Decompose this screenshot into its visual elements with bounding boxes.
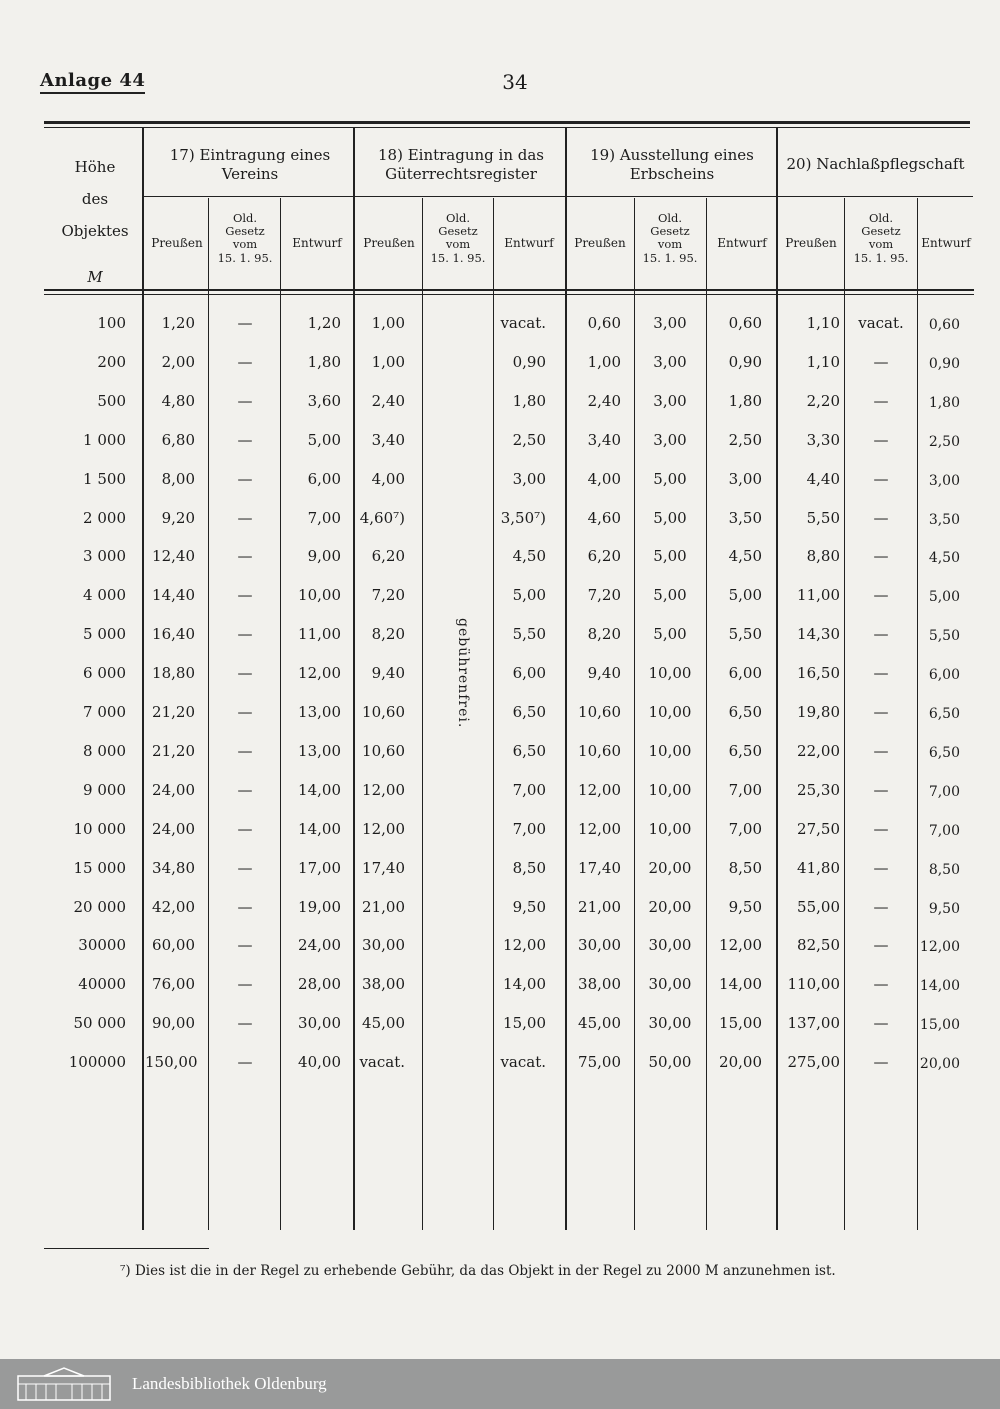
g19-preussen-header: Preußen	[574, 236, 626, 250]
library-name: Landesbibliothek Oldenburg	[132, 1374, 327, 1393]
row-amount: 8 000	[83, 742, 126, 760]
footnote: ⁷) Dies ist die in der Regel zu erhebende Gebühr, da das Objekt in der Regel zu 2000 M anzunehmen ist.	[120, 1263, 836, 1279]
g19-cell: 6,50	[728, 742, 762, 760]
g19-cell: 9,50	[728, 898, 762, 916]
g19-old-header-2: Gesetz	[650, 224, 690, 238]
group-18-title-line1: 18) Eintragung in das	[377, 146, 545, 164]
g18-cell: 5,50	[512, 625, 546, 643]
g19-cell: 10,00	[648, 820, 692, 838]
row-header-objektes: Objektes	[61, 222, 129, 240]
g20-cell: 137,00	[787, 1014, 840, 1032]
g20-cell: —	[873, 509, 889, 527]
g19-cell: 15,00	[719, 1014, 762, 1032]
g18-cell: 8,20	[371, 625, 405, 643]
g19-cell: 3,00	[653, 314, 687, 332]
g19-cell: 5,00	[653, 470, 687, 488]
g17-cell: —	[237, 820, 253, 838]
header-bottom-rule-thin	[44, 294, 974, 295]
g19-cell: 7,00	[728, 820, 762, 838]
group-18-title-line2: Güterrechtsregister	[385, 165, 537, 183]
row-amount: 30000	[78, 936, 126, 954]
g17-cell: —	[237, 547, 253, 565]
library-building-icon	[14, 1366, 114, 1402]
row-amount: 15 000	[73, 859, 126, 877]
g18-cell: 45,00	[362, 1014, 405, 1032]
g19-cell: 0,60	[587, 314, 621, 332]
g20-cell: 20,00	[919, 1056, 960, 1072]
g17-cell: 60,00	[152, 936, 195, 954]
g17-cell: 2,00	[161, 353, 195, 371]
g19-cell: 2,40	[587, 392, 621, 410]
g17-cell: 6,00	[307, 470, 341, 488]
g19-cell: 6,20	[587, 547, 621, 565]
g17-cell: —	[237, 703, 253, 721]
g17-cell: —	[237, 625, 253, 643]
g18-cell: 1,00	[371, 353, 405, 371]
g17-cell: 24,00	[152, 781, 195, 799]
g19-cell: 8,50	[728, 859, 762, 877]
g17-cell: —	[237, 936, 253, 954]
g17-cell: —	[237, 975, 253, 993]
g18-cell: 8,50	[512, 859, 546, 877]
g18-cell: 2,40	[371, 392, 405, 410]
g20-cell: 2,20	[806, 392, 840, 410]
g18-cell: 4,60⁷)	[359, 509, 405, 527]
g19-cell: 3,00	[728, 470, 762, 488]
annex-label: Anlage 44	[40, 70, 145, 94]
g17-cell: 5,00	[307, 431, 341, 449]
g20-cell: —	[873, 664, 889, 682]
g17-cell: 13,00	[298, 703, 341, 721]
g19-cell: 9,40	[587, 664, 621, 682]
g20-cell: 5,50	[806, 509, 840, 527]
g20-cell: 110,00	[787, 975, 840, 993]
g18-cell: 9,50	[512, 898, 546, 916]
g17-cell: —	[237, 1053, 253, 1071]
group-header-rule	[143, 196, 973, 197]
g19-cell: 5,00	[653, 509, 687, 527]
g18-cell: 14,00	[503, 975, 546, 993]
g18-old-header-1: Old.	[445, 211, 471, 225]
g20-cell: —	[873, 470, 889, 488]
g20-cell: 275,00	[787, 1053, 840, 1071]
g20-cell: —	[873, 859, 889, 877]
g17-cell: 10,00	[298, 586, 341, 604]
row-amount: 2 000	[83, 509, 126, 527]
g17-cell: 6,80	[161, 431, 195, 449]
g17-cell: —	[237, 470, 253, 488]
g18-old-header-4: 15. 1. 95.	[430, 251, 486, 265]
g20-cell: 5,00	[928, 589, 960, 605]
g19-cell: 0,60	[728, 314, 762, 332]
g20-cell: 6,50	[928, 706, 960, 722]
g19-cell: 3,40	[587, 431, 621, 449]
g17-cell: 17,00	[298, 859, 341, 877]
g17-cell: 24,00	[152, 820, 195, 838]
row-amount: 4 000	[83, 586, 126, 604]
g17-cell: 34,80	[152, 859, 195, 877]
g20-cell: 16,50	[797, 664, 840, 682]
g17-cell: —	[237, 509, 253, 527]
g20-cell: 1,10	[806, 353, 840, 371]
g20-cell: —	[873, 392, 889, 410]
g17-cell: 90,00	[152, 1014, 195, 1032]
g18-cell: 3,50⁷)	[500, 509, 546, 527]
gebuehrenfrei-note: gebührenfrei.	[455, 618, 471, 729]
g18-entwurf-header: Entwurf	[504, 236, 554, 250]
g17-cell: —	[237, 353, 253, 371]
g20-cell: 14,30	[797, 625, 840, 643]
g19-cell: 14,00	[719, 975, 762, 993]
g20-cell: 5,50	[928, 628, 960, 644]
g20-cell: 8,80	[806, 547, 840, 565]
g18-cell: 5,00	[512, 586, 546, 604]
g18-cell: 6,50	[512, 703, 546, 721]
g18-cell: 3,40	[371, 431, 405, 449]
g19-cell: 0,90	[728, 353, 762, 371]
g19-cell: 10,00	[648, 664, 692, 682]
g19-old-header-3: vom	[657, 237, 683, 251]
g19-cell: 6,00	[728, 664, 762, 682]
g20-cell: 3,30	[806, 431, 840, 449]
g17-cell: —	[237, 781, 253, 799]
g17-cell: —	[237, 392, 253, 410]
g20-cell: —	[873, 586, 889, 604]
g17-cell: 1,20	[161, 314, 195, 332]
g20-cell: —	[873, 820, 889, 838]
g19-cell: 17,40	[578, 859, 621, 877]
g18-cell: 38,00	[362, 975, 405, 993]
g19-cell: 7,20	[587, 586, 621, 604]
group-19-title-line1: 19) Ausstellung eines	[590, 146, 754, 164]
g20-cell: 19,80	[797, 703, 840, 721]
g17-cell: —	[237, 586, 253, 604]
g17-old-header-4: 15. 1. 95.	[217, 251, 273, 265]
g20-cell: —	[873, 431, 889, 449]
g20-cell: —	[873, 936, 889, 954]
g19-cell: 20,00	[719, 1053, 762, 1071]
g20-cell: 1,10	[806, 314, 840, 332]
top-rule	[44, 121, 970, 124]
g19-cell: 5,50	[728, 625, 762, 643]
row-header-currency: M	[87, 268, 103, 286]
g20-old-header-4: 15. 1. 95.	[853, 251, 909, 265]
row-amount: 100000	[68, 1053, 126, 1071]
g19-cell: 3,00	[653, 431, 687, 449]
g18-cell: 9,40	[371, 664, 405, 682]
row-amount: 5 000	[83, 625, 126, 643]
group-17-title-line2: Vereins	[221, 165, 279, 183]
g18-cell: 12,00	[362, 781, 405, 799]
footnote-rule	[44, 1248, 209, 1249]
g19-cell: 2,50	[728, 431, 762, 449]
col-divider-g18-a	[422, 198, 423, 1230]
g20-cell: —	[873, 898, 889, 916]
g20-cell: 22,00	[797, 742, 840, 760]
g20-old-header-3: vom	[868, 237, 894, 251]
g19-cell: 10,00	[648, 703, 692, 721]
group-17-title-line1: 17) Eintragung eines	[169, 146, 331, 164]
g18-cell: 7,00	[512, 820, 546, 838]
g19-cell: 3,00	[653, 353, 687, 371]
g19-cell: 10,00	[648, 742, 692, 760]
g20-cell: 14,00	[919, 978, 960, 994]
g19-cell: 3,50	[728, 509, 762, 527]
g19-cell: 1,80	[728, 392, 762, 410]
g20-cell: 7,00	[928, 823, 960, 839]
g17-preussen-header: Preußen	[151, 236, 203, 250]
g19-cell: 20,00	[648, 898, 692, 916]
g17-cell: 3,60	[307, 392, 341, 410]
g17-cell: 76,00	[152, 975, 195, 993]
g17-cell: 14,00	[298, 781, 341, 799]
g19-cell: 4,00	[587, 470, 621, 488]
g19-cell: 4,60	[587, 509, 621, 527]
page-number: 34	[502, 70, 528, 94]
g17-cell: 21,20	[152, 742, 195, 760]
g18-cell: 6,00	[512, 664, 546, 682]
g17-cell: 150,00	[145, 1053, 198, 1071]
g20-entwurf-header: Entwurf	[921, 236, 971, 250]
g19-cell: 10,60	[578, 703, 621, 721]
g20-cell: 1,80	[928, 395, 960, 411]
g17-cell: 8,00	[161, 470, 195, 488]
g18-cell: vacat.	[500, 314, 546, 332]
row-amount: 50 000	[73, 1014, 126, 1032]
g20-cell: 55,00	[797, 898, 840, 916]
g20-cell: 12,00	[919, 939, 960, 955]
g18-cell: 7,00	[512, 781, 546, 799]
row-amount: 6 000	[83, 664, 126, 682]
g17-cell: 21,20	[152, 703, 195, 721]
g18-old-header-2: Gesetz	[438, 224, 478, 238]
g17-cell: 14,00	[298, 820, 341, 838]
g17-cell: —	[237, 1014, 253, 1032]
row-amount: 40000	[78, 975, 126, 993]
g17-cell: 13,00	[298, 742, 341, 760]
g19-old-header-1: Old.	[657, 211, 683, 225]
g18-cell: 15,00	[503, 1014, 546, 1032]
g20-cell: 3,00	[928, 473, 960, 489]
g20-cell: —	[873, 547, 889, 565]
g19-cell: 3,00	[653, 392, 687, 410]
g19-entwurf-header: Entwurf	[717, 236, 767, 250]
g18-cell: 12,00	[503, 936, 546, 954]
header-bottom-rule	[44, 289, 974, 291]
g20-cell: 25,30	[797, 781, 840, 799]
library-footer	[0, 1359, 1000, 1409]
row-amount: 200	[97, 353, 126, 371]
row-amount: 100	[97, 314, 126, 332]
group-20-title: 20) Nachlaßpflegschaft	[786, 155, 965, 173]
g19-cell: 20,00	[648, 859, 692, 877]
g19-cell: 75,00	[578, 1053, 621, 1071]
g19-cell: 5,00	[653, 625, 687, 643]
g19-cell: 45,00	[578, 1014, 621, 1032]
g20-cell: —	[873, 742, 889, 760]
row-amount: 7 000	[83, 703, 126, 721]
g20-cell: 7,00	[928, 784, 960, 800]
g19-cell: 30,00	[648, 936, 692, 954]
g17-cell: 16,40	[152, 625, 195, 643]
g19-cell: 4,50	[728, 547, 762, 565]
g19-cell: 8,20	[587, 625, 621, 643]
g20-cell: —	[873, 1014, 889, 1032]
col-divider-17-18	[353, 128, 355, 1230]
g19-cell: 50,00	[648, 1053, 692, 1071]
g18-cell: 21,00	[362, 898, 405, 916]
g20-cell: —	[873, 975, 889, 993]
g20-cell: —	[873, 353, 889, 371]
g17-cell: —	[237, 314, 253, 332]
g17-cell: —	[237, 898, 253, 916]
g18-cell: 7,20	[371, 586, 405, 604]
g18-cell: 10,60	[362, 742, 405, 760]
g19-cell: 6,50	[728, 703, 762, 721]
g20-preussen-header: Preußen	[785, 236, 837, 250]
g18-cell: 0,90	[512, 353, 546, 371]
g20-cell: 6,00	[928, 667, 960, 683]
g18-cell: vacat.	[359, 1053, 405, 1071]
g20-cell: 11,00	[797, 586, 840, 604]
g20-cell: 27,50	[797, 820, 840, 838]
g19-cell: 7,00	[728, 781, 762, 799]
g19-cell: 30,00	[578, 936, 621, 954]
row-amount: 1 500	[83, 470, 126, 488]
g20-cell: —	[873, 781, 889, 799]
g18-cell: vacat.	[500, 1053, 546, 1071]
row-amount: 1 000	[83, 431, 126, 449]
g18-cell: 4,50	[512, 547, 546, 565]
g20-cell: vacat.	[858, 314, 904, 332]
g17-cell: 14,40	[152, 586, 195, 604]
row-header-des: des	[81, 190, 109, 208]
g20-cell: 9,50	[928, 901, 960, 917]
g20-cell: 6,50	[928, 745, 960, 761]
group-19-title-line2: Erbscheins	[629, 165, 715, 183]
g19-cell: 12,00	[578, 820, 621, 838]
g20-cell: —	[873, 625, 889, 643]
g20-cell: 0,60	[928, 317, 960, 333]
top-rule-thin	[44, 127, 970, 128]
g19-cell: 1,00	[587, 353, 621, 371]
g17-cell: 24,00	[298, 936, 341, 954]
g17-cell: —	[237, 859, 253, 877]
g19-cell: 5,00	[653, 547, 687, 565]
row-amount: 500	[97, 392, 126, 410]
row-amount: 10 000	[73, 820, 126, 838]
g17-cell: 19,00	[298, 898, 341, 916]
col-divider-g17-a	[208, 198, 209, 1230]
g18-cell: 3,00	[512, 470, 546, 488]
g17-cell: 11,00	[298, 625, 341, 643]
g20-cell: 41,80	[797, 859, 840, 877]
row-header-hoehe: Höhe	[74, 158, 116, 176]
g17-cell: 42,00	[152, 898, 195, 916]
g19-cell: 5,00	[728, 586, 762, 604]
row-amount: 20 000	[73, 898, 126, 916]
g20-cell: 4,50	[928, 550, 960, 566]
g18-cell: 30,00	[362, 936, 405, 954]
g17-cell: 18,80	[152, 664, 195, 682]
g20-cell: —	[873, 703, 889, 721]
g19-cell: 12,00	[578, 781, 621, 799]
g17-old-header-1: Old.	[232, 211, 258, 225]
g17-cell: 40,00	[298, 1053, 341, 1071]
g20-cell: 8,50	[928, 862, 960, 878]
g17-cell: 4,80	[161, 392, 195, 410]
g19-cell: 21,00	[578, 898, 621, 916]
g19-old-header-4: 15. 1. 95.	[642, 251, 698, 265]
g18-cell: 1,80	[512, 392, 546, 410]
g18-cell: 12,00	[362, 820, 405, 838]
g18-cell: 4,00	[371, 470, 405, 488]
g18-cell: 6,50	[512, 742, 546, 760]
g17-old-header-2: Gesetz	[225, 224, 265, 238]
g19-cell: 10,00	[648, 781, 692, 799]
g19-cell: 10,60	[578, 742, 621, 760]
g18-cell: 1,00	[371, 314, 405, 332]
g17-cell: 12,40	[152, 547, 195, 565]
g17-cell: 12,00	[298, 664, 341, 682]
g17-cell: —	[237, 431, 253, 449]
g20-old-header-2: Gesetz	[861, 224, 901, 238]
g17-entwurf-header: Entwurf	[292, 236, 342, 250]
g17-cell: 9,00	[307, 547, 341, 565]
g17-cell: 30,00	[298, 1014, 341, 1032]
g20-cell: 0,90	[928, 356, 960, 372]
col-divider-amount	[142, 128, 144, 1230]
g17-cell: —	[237, 664, 253, 682]
g19-cell: 30,00	[648, 975, 692, 993]
g18-cell: 17,40	[362, 859, 405, 877]
g19-cell: 5,00	[653, 586, 687, 604]
g17-cell: 7,00	[307, 509, 341, 527]
g17-cell: 28,00	[298, 975, 341, 993]
g19-cell: 30,00	[648, 1014, 692, 1032]
g20-cell: 82,50	[797, 936, 840, 954]
g18-preussen-header: Preußen	[363, 236, 415, 250]
g18-cell: 2,50	[512, 431, 546, 449]
g19-cell: 38,00	[578, 975, 621, 993]
g17-cell: —	[237, 742, 253, 760]
g17-cell: 1,20	[307, 314, 341, 332]
g18-cell: 6,20	[371, 547, 405, 565]
g17-old-header-3: vom	[232, 237, 258, 251]
g20-cell: 3,50	[928, 512, 960, 528]
g20-cell: 4,40	[806, 470, 840, 488]
row-amount: 9 000	[83, 781, 126, 799]
g20-cell: —	[873, 1053, 889, 1071]
row-amount: 3 000	[83, 547, 126, 565]
g18-old-header-3: vom	[445, 237, 471, 251]
g19-cell: 12,00	[719, 936, 762, 954]
g20-old-header-1: Old.	[868, 211, 894, 225]
g18-cell: 10,60	[362, 703, 405, 721]
g17-cell: 1,80	[307, 353, 341, 371]
g20-cell: 15,00	[919, 1017, 960, 1033]
g20-cell: 2,50	[928, 434, 960, 450]
g17-cell: 9,20	[161, 509, 195, 527]
